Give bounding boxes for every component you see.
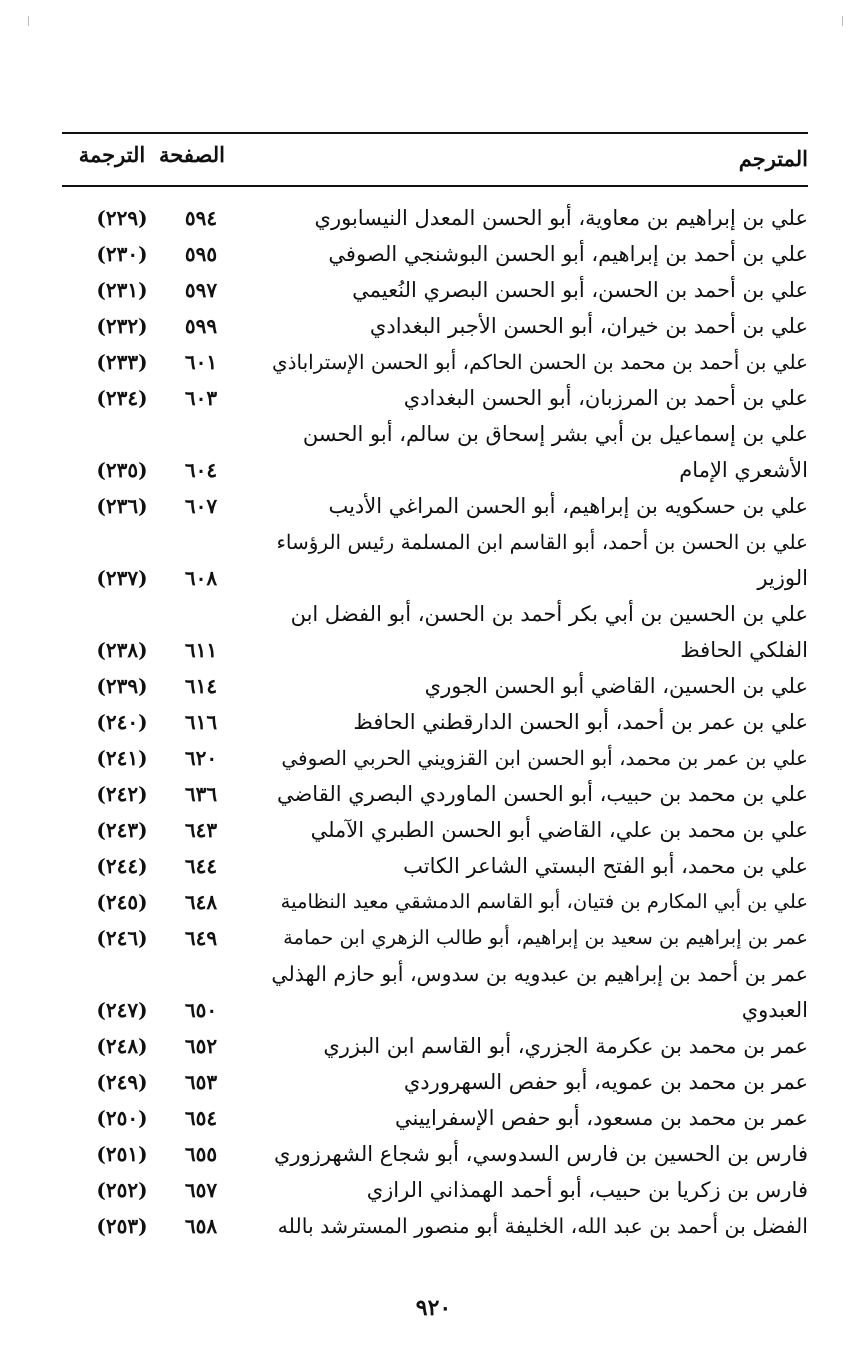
entry-number: (٢٣١) bbox=[96, 278, 148, 302]
entry-number: (٢٣٨) bbox=[96, 638, 148, 662]
entry-page: ٥٩٤ bbox=[184, 206, 218, 230]
entry-number: (٢٤٩) bbox=[96, 1070, 148, 1094]
entry-name bbox=[272, 956, 808, 1028]
entry-name bbox=[272, 1100, 808, 1136]
entry-number: (٢٣٣) bbox=[96, 350, 148, 374]
entry-name bbox=[272, 308, 808, 344]
entry-name-line: علي بن أحمد بن المرزبان، أبو الحسن البغدادي bbox=[403, 386, 808, 410]
scan-mark bbox=[842, 16, 843, 26]
entry-name-line: علي بن أحمد بن إبراهيم، أبو الحسن البوشنجي الصوفي bbox=[328, 242, 808, 266]
entry-name bbox=[272, 1064, 808, 1100]
entry-page: ٦٣٦ bbox=[184, 782, 218, 806]
entry-name-line: العبدوي bbox=[741, 998, 808, 1022]
entry-name-line: الفلكي الحافظ bbox=[680, 638, 808, 662]
index-entry bbox=[62, 344, 808, 380]
entry-name bbox=[272, 524, 808, 596]
index-entry bbox=[62, 1136, 808, 1172]
entry-page: ٦٥٢ bbox=[184, 1034, 218, 1058]
entry-name bbox=[272, 236, 808, 272]
entry-page: ٦٥٨ bbox=[184, 1214, 218, 1238]
entry-name-line: علي بن الحسين بن أبي بكر أحمد بن الحسن، أبو الفضل ابن bbox=[290, 602, 808, 626]
entry-name-line: علي بن أحمد بن الحسن، أبو الحسن البصري النُعيمي bbox=[352, 278, 808, 302]
index-entry bbox=[62, 704, 808, 740]
top-rule bbox=[62, 132, 808, 134]
entry-page: ٥٩٥ bbox=[184, 242, 218, 266]
entry-name bbox=[272, 740, 808, 776]
entry-page: ٦١٦ bbox=[184, 710, 218, 734]
index-entry bbox=[62, 956, 808, 1028]
entry-number: (٢٤٨) bbox=[96, 1034, 148, 1058]
entry-number: (٢٤٠) bbox=[96, 710, 148, 734]
index-entry bbox=[62, 524, 808, 596]
entry-page: ٦٥٥ bbox=[184, 1142, 218, 1166]
index-entry bbox=[62, 668, 808, 704]
entry-page: ٥٩٩ bbox=[184, 314, 218, 338]
entry-page: ٦١٤ bbox=[184, 674, 218, 698]
entry-name-line: علي بن الحسن بن أحمد، أبو القاسم ابن المسلمة رئيس الرؤساء bbox=[276, 530, 808, 554]
entry-name-line: علي بن عمر بن محمد، أبو الحسن ابن القزويني الحربي الصوفي bbox=[281, 746, 808, 770]
entry-number: (٢٣٦) bbox=[96, 494, 148, 518]
entry-name-line: علي بن أبي المكارم بن فتيان، أبو القاسم الدمشقي معيد النظامية bbox=[280, 890, 808, 913]
entry-name bbox=[272, 1208, 808, 1244]
entries-list bbox=[62, 200, 808, 1244]
header-name-label: المترجم bbox=[738, 146, 808, 171]
page-number: ٩٢٠ bbox=[415, 1295, 452, 1321]
entry-name bbox=[272, 848, 808, 884]
entry-name-line: علي بن حسكويه بن إبراهيم، أبو الحسن المراغي الأديب bbox=[328, 494, 808, 518]
index-entry bbox=[62, 740, 808, 776]
entry-name bbox=[272, 416, 808, 488]
entry-name bbox=[272, 668, 808, 704]
entry-page: ٦٥٣ bbox=[184, 1070, 218, 1094]
entry-name bbox=[272, 488, 808, 524]
entry-page: ٦٠٧ bbox=[184, 494, 218, 518]
entry-page: ٦٥٤ bbox=[184, 1106, 218, 1130]
index-entry bbox=[62, 1028, 808, 1064]
entry-page: ٦٤٨ bbox=[184, 890, 218, 914]
entry-page: ٦٤٣ bbox=[184, 818, 218, 842]
index-entry bbox=[62, 272, 808, 308]
entry-page: ٦٢٠ bbox=[184, 746, 218, 770]
entry-page: ٦٠٣ bbox=[184, 386, 218, 410]
index-entry bbox=[62, 1208, 808, 1244]
entry-name bbox=[272, 596, 808, 668]
entry-name bbox=[272, 1172, 808, 1208]
entry-page: ٦٠٤ bbox=[184, 458, 218, 482]
entry-page: ٥٩٧ bbox=[184, 278, 218, 302]
entry-name bbox=[272, 272, 808, 308]
entry-name-line: علي بن أحمد بن محمد بن الحسن الحاكم، أبو الحسن الإستراباذي bbox=[271, 350, 808, 374]
entry-number: (٢٣٩) bbox=[96, 674, 148, 698]
index-entry bbox=[62, 488, 808, 524]
header-number-label: الترجمة bbox=[78, 142, 146, 167]
index-entry bbox=[62, 920, 808, 956]
entry-number: (٢٤٧) bbox=[96, 998, 148, 1022]
index-entry bbox=[62, 776, 808, 812]
entry-number: (٢٣٢) bbox=[96, 314, 148, 338]
index-entry bbox=[62, 1100, 808, 1136]
index-entry bbox=[62, 380, 808, 416]
entry-name-line: علي بن إسماعيل بن أبي بشر إسحاق بن سالم، أبو الحسن bbox=[302, 422, 808, 446]
entry-name bbox=[272, 380, 808, 416]
entry-name bbox=[272, 884, 808, 920]
entry-page: ٦٥٧ bbox=[184, 1178, 218, 1202]
scan-mark bbox=[28, 16, 29, 26]
index-entry bbox=[62, 812, 808, 848]
entry-name-line: الوزير bbox=[757, 566, 808, 590]
entry-page: ٦٠١ bbox=[184, 350, 218, 374]
entry-name-line: عمر بن محمد بن عكرمة الجزري، أبو القاسم ابن البزري bbox=[323, 1034, 808, 1058]
entry-number: (٢٢٩) bbox=[96, 206, 148, 230]
entry-number: (٢٥٠) bbox=[96, 1106, 148, 1130]
entry-name-line: فارس بن زكريا بن حبيب، أبو أحمد الهمذاني الرازي bbox=[366, 1178, 808, 1202]
entry-page: ٦٤٤ bbox=[184, 854, 218, 878]
index-entry bbox=[62, 848, 808, 884]
index-entry bbox=[62, 1172, 808, 1208]
table-header bbox=[62, 138, 808, 182]
entry-number: (٢٣٠) bbox=[96, 242, 148, 266]
entry-name-line: الفضل بن أحمد بن عبد الله، الخليفة أبو منصور المسترشد بالله bbox=[277, 1214, 808, 1238]
entry-name bbox=[272, 1028, 808, 1064]
entry-name-line: علي بن عمر بن أحمد، أبو الحسن الدارقطني الحافظ bbox=[353, 710, 808, 734]
entry-name-line: علي بن محمد بن علي، القاضي أبو الحسن الطبري الآملي bbox=[310, 818, 808, 842]
header-page-label: الصفحة bbox=[159, 142, 225, 167]
entry-name bbox=[272, 344, 808, 380]
entry-number: (٢٥٣) bbox=[96, 1214, 148, 1238]
entry-name bbox=[272, 1136, 808, 1172]
entry-number: (٢٤٢) bbox=[96, 782, 148, 806]
entry-name-line: عمر بن محمد بن مسعود، أبو حفص الإسفراييني bbox=[394, 1106, 808, 1130]
entry-number: (٢٤٦) bbox=[96, 926, 148, 950]
entry-name-line: علي بن إبراهيم بن معاوية، أبو الحسن المعدل النيسابوري bbox=[314, 206, 808, 230]
header-rule bbox=[62, 185, 808, 187]
entry-number: (٢٤٤) bbox=[96, 854, 148, 878]
entry-name-line: علي بن محمد بن حبيب، أبو الحسن الماوردي البصري القاضي bbox=[276, 782, 808, 806]
index-entry bbox=[62, 236, 808, 272]
entry-number: (٢٣٥) bbox=[96, 458, 148, 482]
entry-name bbox=[272, 776, 808, 812]
index-entry bbox=[62, 1064, 808, 1100]
entry-name-line: عمر بن أحمد بن إبراهيم بن عبدويه بن سدوس، أبو حازم الهذلي bbox=[271, 962, 808, 986]
entry-number: (٢٤٣) bbox=[96, 818, 148, 842]
entry-number: (٢٣٤) bbox=[96, 386, 148, 410]
entry-name-line: فارس بن الحسين بن فارس السدوسي، أبو شجاع الشهرزوري bbox=[273, 1142, 808, 1166]
index-entry bbox=[62, 200, 808, 236]
entry-number: (٢٤٥) bbox=[96, 890, 148, 914]
entry-name-line: علي بن أحمد بن خيران، أبو الحسن الأجبر البغدادي bbox=[369, 314, 808, 338]
index-entry bbox=[62, 416, 808, 488]
entry-page: ٦٤٩ bbox=[184, 926, 218, 950]
entry-page: ٦٠٨ bbox=[184, 566, 218, 590]
entry-page: ٦١١ bbox=[184, 638, 218, 662]
entry-name-line: عمر بن محمد بن عمويه، أبو حفص السهروردي bbox=[403, 1070, 808, 1094]
entry-name bbox=[272, 812, 808, 848]
entry-number: (٢٥١) bbox=[96, 1142, 148, 1166]
entry-number: (٢٤١) bbox=[96, 746, 148, 770]
index-entry bbox=[62, 596, 808, 668]
entry-page: ٦٥٠ bbox=[184, 998, 218, 1022]
entry-number: (٢٥٢) bbox=[96, 1178, 148, 1202]
entry-name bbox=[272, 920, 808, 956]
index-entry bbox=[62, 308, 808, 344]
entry-name-line: علي بن الحسين، القاضي أبو الحسن الجوري bbox=[424, 674, 808, 698]
entry-name-line: علي بن محمد، أبو الفتح البستي الشاعر الكاتب bbox=[403, 854, 808, 878]
index-entry bbox=[62, 884, 808, 920]
entry-number: (٢٣٧) bbox=[96, 566, 148, 590]
entry-name bbox=[272, 200, 808, 236]
entry-name bbox=[272, 704, 808, 740]
entry-name-line: الأشعري الإمام bbox=[679, 458, 808, 482]
entry-name-line: عمر بن إبراهيم بن سعيد بن إبراهيم، أبو طالب الزهري ابن حمامة bbox=[283, 926, 808, 949]
